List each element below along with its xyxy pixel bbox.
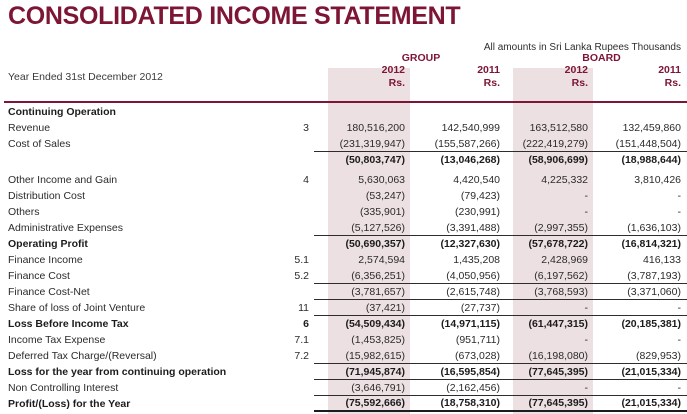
cell-value: 1,435,208	[453, 254, 500, 266]
row-values	[314, 348, 687, 364]
row-label: Cost of Sales	[8, 138, 71, 150]
note-ref: 11	[298, 302, 309, 314]
row-label: Income Tax Expense	[8, 334, 106, 346]
column-year: 2012	[564, 64, 588, 76]
table-row	[0, 252, 687, 268]
cell-value: 180,516,200	[346, 122, 405, 134]
row-label: Share of loss of Joint Venture	[8, 302, 146, 314]
table-row	[0, 188, 687, 204]
table-row	[0, 268, 687, 284]
table-row	[0, 316, 687, 332]
row-label: Finance Cost	[8, 270, 70, 282]
cell-value: -	[584, 381, 588, 394]
table-row	[0, 204, 687, 220]
column-header-group-2011	[411, 64, 506, 90]
statement-table	[0, 104, 687, 412]
cell-value: (61,447,315)	[528, 318, 588, 330]
cell-value: 4,420,540	[453, 174, 500, 186]
row-label: Operating Profit	[8, 238, 88, 250]
column-header-board-2012	[506, 64, 594, 90]
cell-value: -	[677, 381, 681, 394]
cell-value: 132,459,860	[622, 122, 681, 134]
cell-value: (1,453,825)	[351, 334, 405, 346]
cell-value: (6,197,562)	[534, 269, 588, 282]
table-row	[0, 300, 687, 316]
table-row	[0, 120, 687, 136]
cell-value: -	[584, 206, 588, 218]
cell-value: (3,787,193)	[627, 269, 681, 282]
row-values	[314, 204, 687, 220]
table-row	[0, 104, 687, 120]
row-label: Loss Before Income Tax	[8, 318, 129, 330]
row-label: Continuing Operation	[8, 106, 116, 118]
row-values	[314, 332, 687, 348]
row-label: Other Income and Gain	[8, 174, 118, 186]
cell-value: (231,319,947)	[339, 137, 405, 150]
row-values	[314, 252, 687, 268]
row-label: Finance Income	[8, 254, 83, 266]
cell-value: (16,595,854)	[440, 365, 500, 378]
column-currency: Rs.	[483, 77, 500, 89]
cell-value: (2,997,355)	[534, 221, 588, 234]
column-group-label-group: GROUP	[401, 52, 441, 64]
row-label: Non Controlling Interest	[8, 382, 119, 394]
cell-value: (6,356,251)	[351, 269, 405, 282]
table-row	[0, 136, 687, 152]
cell-value: -	[677, 190, 681, 202]
table-row	[0, 152, 687, 168]
cell-value: (2,162,456)	[446, 381, 500, 394]
column-header-board-2011	[594, 64, 687, 90]
row-values	[314, 396, 687, 412]
cell-value: (155,587,266)	[434, 137, 500, 150]
note-ref: 7.2	[294, 350, 309, 362]
row-values	[314, 316, 687, 332]
column-year: 2011	[477, 64, 500, 76]
cell-value: (16,814,321)	[621, 238, 681, 250]
row-values	[314, 152, 687, 168]
cell-value: (75,592,666)	[345, 397, 405, 409]
table-row	[0, 220, 687, 236]
cell-value: (13,046,268)	[440, 154, 500, 166]
page-title: CONSOLIDATED INCOME STATEMENT	[8, 2, 461, 30]
cell-value: -	[584, 190, 588, 202]
cell-value: (230,991)	[455, 206, 500, 218]
column-header-group-2012	[314, 64, 411, 90]
column-year: 2012	[381, 64, 405, 76]
row-label: Administrative Expenses	[8, 222, 123, 234]
row-values	[314, 268, 687, 284]
cell-value: (18,988,644)	[621, 154, 681, 166]
note-ref: 3	[303, 122, 309, 134]
column-currency: Rs.	[571, 77, 588, 89]
table-row	[0, 284, 687, 300]
row-values	[314, 188, 687, 204]
row-values	[314, 104, 687, 120]
row-values	[314, 300, 687, 316]
cell-value: 416,133	[643, 254, 681, 266]
note-ref: 5.1	[294, 254, 309, 266]
column-year: 2011	[658, 64, 681, 76]
units-note: All amounts in Sri Lanka Rupees Thousands	[483, 42, 681, 53]
cell-value: (3,371,060)	[627, 285, 681, 298]
cell-value: (57,678,722)	[528, 238, 588, 250]
cell-value: (3,768,593)	[534, 285, 588, 298]
note-ref: 7.1	[294, 334, 309, 346]
cell-value: (5,127,526)	[351, 221, 405, 234]
note-ref: 6	[303, 318, 309, 330]
cell-value: (12,327,630)	[440, 238, 500, 250]
row-label: Finance Cost-Net	[8, 286, 90, 298]
column-currency: Rs.	[664, 77, 681, 89]
cell-value: (3,391,488)	[446, 221, 500, 234]
cell-value: 2,574,594	[358, 254, 405, 266]
row-values	[314, 120, 687, 136]
table-row	[0, 364, 687, 380]
row-label: Deferred Tax Charge/(Reversal)	[8, 350, 157, 362]
cell-value: (53,247)	[365, 190, 405, 202]
cell-value: 2,428,969	[541, 254, 588, 266]
cell-value: 163,512,580	[529, 122, 588, 134]
row-values	[314, 364, 687, 380]
header-rule	[4, 101, 687, 103]
row-label: Others	[8, 206, 40, 218]
cell-value: -	[584, 301, 588, 314]
cell-value: (58,906,699)	[528, 154, 588, 166]
note-ref: 4	[303, 174, 309, 186]
cell-value: (79,423)	[460, 190, 500, 202]
period-label: Year Ended 31st December 2012	[8, 71, 163, 83]
table-row	[0, 236, 687, 252]
cell-value: (335,901)	[360, 206, 405, 218]
cell-value: -	[677, 301, 681, 314]
cell-value: (829,953)	[636, 349, 681, 362]
cell-value: (3,781,657)	[351, 285, 405, 298]
cell-value: (50,690,357)	[345, 238, 405, 250]
cell-value: 142,540,999	[441, 122, 500, 134]
row-label: Distribution Cost	[8, 190, 86, 202]
cell-value: (951,711)	[455, 334, 500, 346]
row-label: Revenue	[8, 122, 51, 134]
table-row	[0, 172, 687, 188]
cell-value: (21,015,334)	[621, 365, 681, 378]
cell-value: (4,050,956)	[446, 269, 500, 282]
column-currency: Rs.	[388, 77, 405, 89]
cell-value: 5,630,063	[358, 174, 405, 186]
cell-value: (37,421)	[365, 301, 405, 314]
table-row	[0, 348, 687, 364]
column-headers	[314, 64, 687, 90]
cell-value: (18,758,310)	[440, 397, 500, 409]
row-values	[314, 284, 687, 300]
cell-value: (222,419,279)	[522, 137, 588, 150]
cell-value: (20,185,381)	[621, 318, 681, 330]
cell-value: (2,615,748)	[446, 285, 500, 298]
row-label: Profit/(Loss) for the Year	[8, 398, 131, 410]
cell-value: (54,509,434)	[345, 318, 405, 330]
cell-value: (21,015,334)	[621, 397, 681, 409]
cell-value: (1,636,103)	[627, 221, 681, 234]
cell-value: (77,645,395)	[528, 397, 588, 409]
row-values	[314, 236, 687, 252]
cell-value: (15,982,615)	[345, 349, 405, 362]
column-group-label-board: BOARD	[582, 52, 621, 64]
table-row	[0, 396, 687, 412]
cell-value: 3,810,426	[634, 174, 681, 186]
cell-value: (71,945,874)	[345, 365, 405, 378]
cell-value: (16,198,080)	[528, 349, 588, 362]
row-values	[314, 220, 687, 236]
cell-value: (50,803,747)	[345, 154, 405, 166]
row-values	[314, 136, 687, 152]
cell-value: (77,645,395)	[528, 365, 588, 378]
cell-value: 4,225,332	[541, 174, 588, 186]
cell-value: (14,971,115)	[441, 318, 500, 330]
cell-value: (673,028)	[455, 349, 500, 362]
cell-value: (3,646,791)	[351, 381, 405, 394]
row-values	[314, 172, 687, 188]
cell-value: -	[677, 206, 681, 218]
cell-value: -	[677, 334, 681, 346]
row-values	[314, 380, 687, 396]
cell-value: -	[584, 334, 588, 346]
table-row	[0, 332, 687, 348]
table-row	[0, 380, 687, 396]
cell-value: (151,448,504)	[615, 137, 681, 150]
row-label: Loss for the year from continuing operation	[8, 366, 227, 378]
note-ref: 5.2	[294, 270, 309, 282]
cell-value: (27,737)	[460, 301, 500, 314]
